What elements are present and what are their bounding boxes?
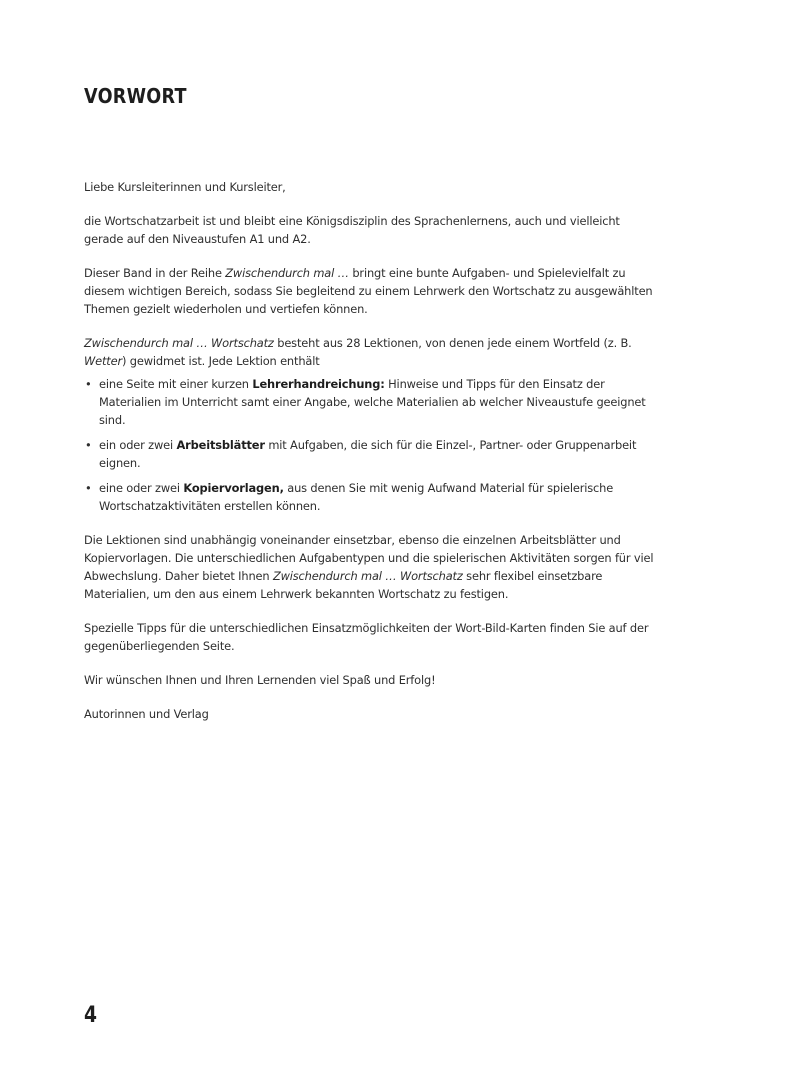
- text-span: ein oder zwei: [99, 438, 177, 452]
- paragraph-intro: die Wortschatzarbeit ist und bleibt eine Königsdisziplin des Sprachenlernens, auch und vielleicht gerade auf den Niveaustufen A1 und A2.: [84, 214, 620, 246]
- page-number: 4: [84, 1003, 98, 1028]
- paragraph-structure: [84, 334, 654, 370]
- list-item: [84, 479, 654, 515]
- lesson-contents-list: [84, 375, 654, 515]
- paragraph-usage: [84, 531, 654, 603]
- text-span: eine oder zwei: [99, 481, 184, 495]
- list-item: [84, 375, 654, 429]
- greeting: Liebe Kursleiterinnen und Kursleiter,: [84, 180, 286, 194]
- paragraph-tips: Spezielle Tipps für die unterschiedlichen Einsatzmöglichkeiten der Wort-Bild-Karten finden Sie auf der gegenüberliegenden Seite.: [84, 621, 649, 653]
- signature: Autorinnen und Verlag: [84, 707, 209, 721]
- example-topic: Wetter: [84, 354, 122, 368]
- text-span: besteht aus 28 Lektionen, von denen jede einem Wortfeld (z. B.: [273, 336, 632, 350]
- book-title: Zwischendurch mal … Wortschatz: [84, 336, 274, 350]
- bold-term: Lehrerhandreichung:: [252, 377, 385, 391]
- paragraph-wishes: Wir wünschen Ihnen und Ihren Lernenden viel Spaß und Erfolg!: [84, 673, 436, 687]
- text-span: Die Lektionen sind unabhängig voneinander einsetzbar, ebenso die einzelnen Arbeitsblätter und Kopiervorlagen. Die unterschiedlichen Aufgabentypen und die spielerischen Aktivitäten sorgen für viel Abwechslung. Daher bietet Ihnen: [84, 533, 654, 583]
- text-span: ) gewidmet ist. Jede Lektion enthält: [122, 354, 320, 368]
- text-span: eine Seite mit einer kurzen: [99, 377, 253, 391]
- page-title: VORWORT: [84, 84, 187, 108]
- text-span: bringt eine bunte Aufgaben- und Spielevielfalt zu diesem wichtigen Bereich, sodass Sie begleitend zu einem Lehrwerk den Wortschatz zu ausgewählten Themen gezielt wiederholen und vertiefen können.: [84, 266, 653, 316]
- series-title: Zwischendurch mal …: [225, 266, 349, 280]
- text-span: Dieser Band in der Reihe: [84, 266, 226, 280]
- text-span: aus denen Sie mit wenig Aufwand Material für spielerische Wortschatzaktivitäten erstellen können.: [99, 481, 614, 513]
- list-item: [84, 436, 654, 472]
- bullet-icon: •: [85, 377, 92, 391]
- bullet-icon: •: [85, 438, 92, 452]
- bullet-icon: •: [85, 481, 92, 495]
- bold-term: Arbeitsblätter: [176, 438, 265, 452]
- book-title: Zwischendurch mal … Wortschatz: [272, 569, 463, 583]
- bold-term: Kopiervorlagen,: [183, 481, 284, 495]
- text-span: sehr flexibel einsetzbare Materialien, um den aus einem Lehrwerk bekannten Wortschatz zu festigen.: [84, 569, 603, 601]
- text-span: Hinweise und Tipps für den Einsatz der Materialien im Unterricht samt einer Angabe, welche Materialien ab welcher Niveaustufe geeignet sind.: [99, 377, 646, 427]
- paragraph-series: [84, 264, 654, 318]
- text-span: mit Aufgaben, die sich für die Einzel-, Partner- oder Gruppenarbeit eignen.: [99, 438, 637, 470]
- preface-body: [84, 178, 654, 739]
